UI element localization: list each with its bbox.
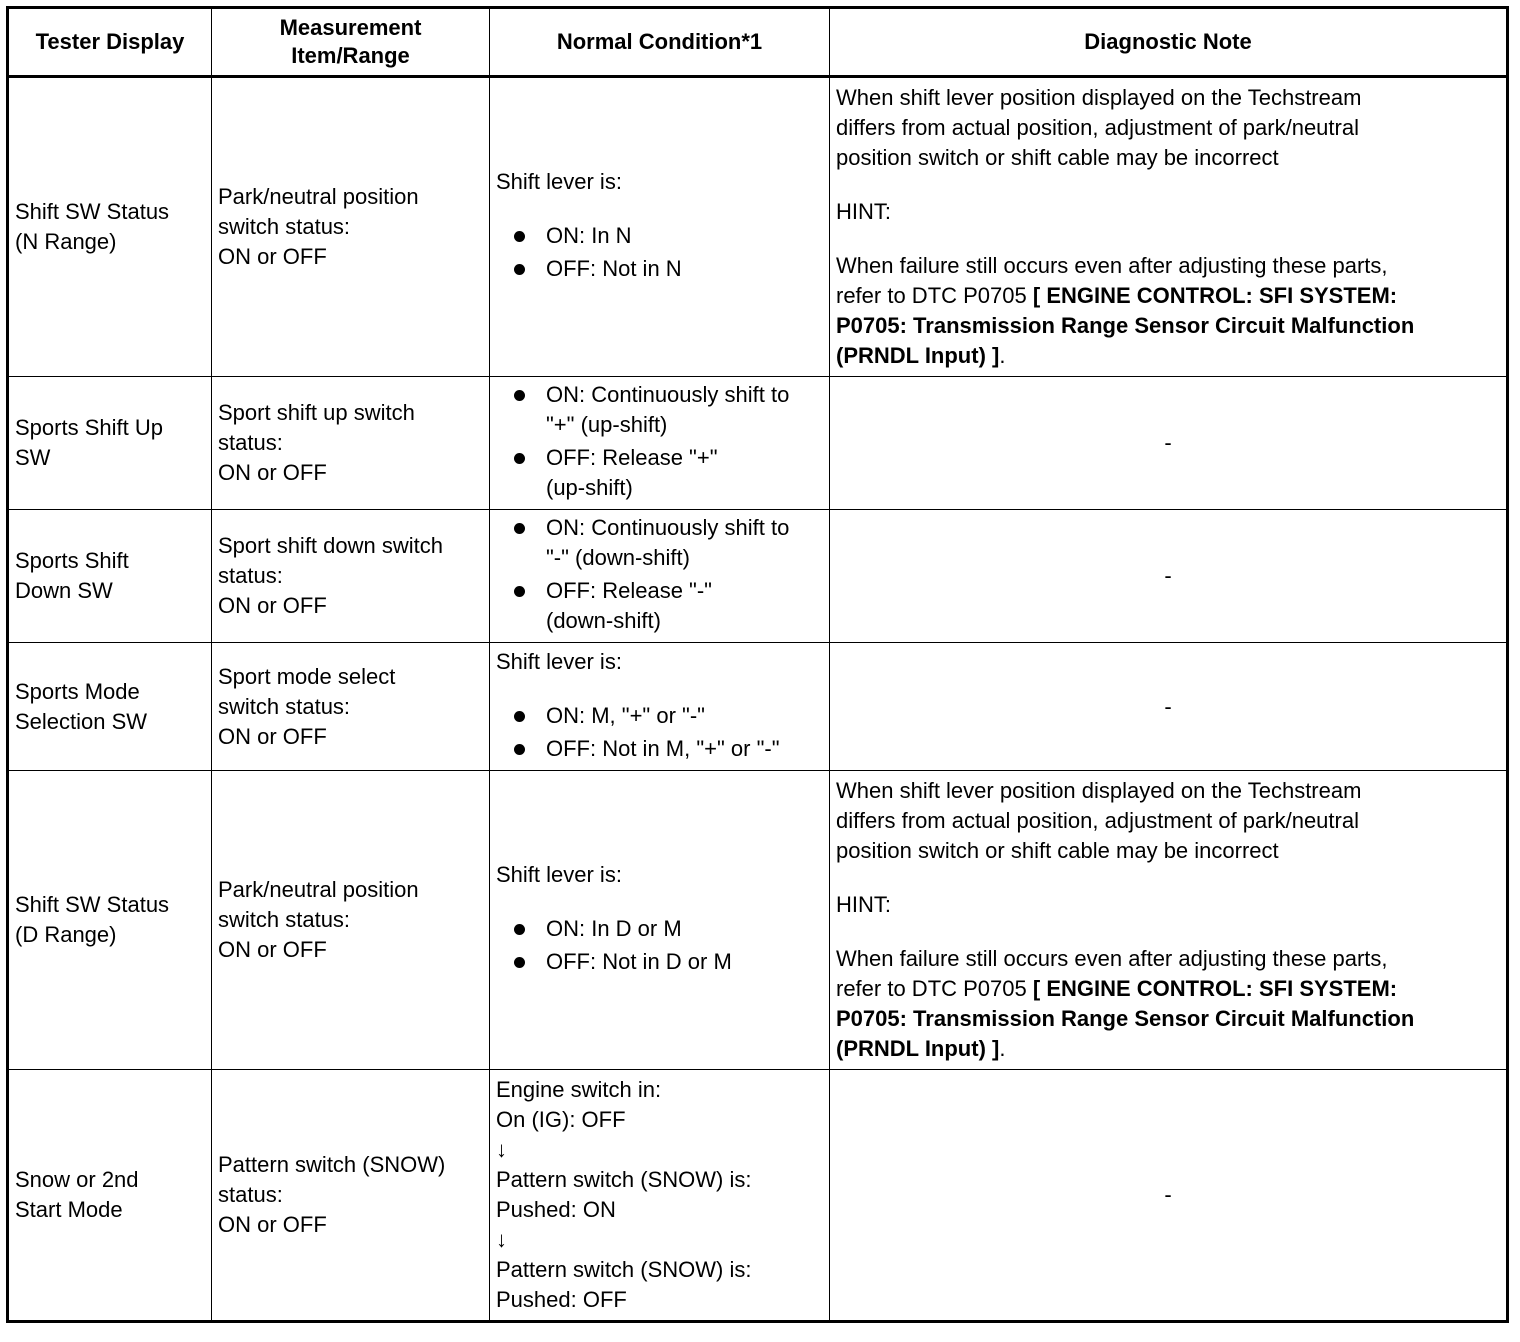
tester-display-cell	[8, 510, 212, 643]
tester-display-line: Down SW	[15, 578, 113, 603]
hint-label: HINT:	[836, 199, 891, 224]
measurement-cell	[212, 77, 490, 377]
measurement-cell	[212, 643, 490, 771]
list-item	[514, 734, 823, 764]
note-line: differs from actual position, adjustment of park/neutral	[836, 808, 1359, 833]
condition-bullet-list	[496, 701, 823, 764]
bullet-text: ON: In N	[546, 223, 632, 248]
hint-label: HINT:	[836, 892, 891, 917]
header-measurement-line1: Measurement	[279, 15, 422, 40]
tester-display-cell	[8, 77, 212, 377]
tester-display-line: Start Mode	[15, 1197, 123, 1222]
empty-note-dash: -	[1164, 1182, 1172, 1207]
list-item	[514, 701, 823, 731]
bullet-icon	[514, 264, 525, 275]
normal-condition-cell	[490, 771, 830, 1070]
note-text: .	[999, 1036, 1006, 1061]
measurement-range: ON or OFF	[218, 460, 327, 485]
list-item	[514, 254, 823, 284]
header-tester-display: Tester Display	[8, 8, 212, 77]
note-line	[836, 341, 1500, 371]
bullet-icon	[514, 744, 525, 755]
table-row	[8, 377, 1508, 510]
note-text: refer to DTC P0705	[836, 976, 1033, 1001]
table-row	[8, 77, 1508, 377]
tester-display-line: SW	[15, 445, 51, 470]
measurement-range: ON or OFF	[218, 244, 327, 269]
bullet-text: ON: Continuously shift to	[546, 515, 790, 540]
measurement-cell	[212, 1070, 490, 1322]
bullet-text: OFF: Not in M, "+" or "-"	[546, 735, 780, 761]
note-line	[836, 281, 1500, 311]
measurement-line: status:	[218, 430, 283, 455]
note-line: position switch or shift cable may be incorrect	[836, 145, 1279, 170]
measurement-line: switch status:	[218, 907, 351, 932]
bullet-text: "+" (up-shift)	[546, 412, 668, 437]
condition-intro: Shift lever is:	[496, 169, 622, 194]
header-diagnostic-note: Diagnostic Note	[830, 8, 1508, 77]
tester-display-line: (N Range)	[15, 229, 117, 254]
note-line: When failure still occurs even after adjusting these parts,	[836, 946, 1388, 971]
measurement-range: ON or OFF	[218, 723, 327, 749]
tester-display-line: Snow or 2nd	[15, 1167, 139, 1192]
bullet-text: OFF: Not in N	[546, 256, 682, 281]
condition-line: Pushed: ON	[496, 1197, 616, 1222]
measurement-cell	[212, 771, 490, 1070]
diagnostic-note-cell	[830, 643, 1508, 771]
normal-condition-cell	[490, 643, 830, 771]
bullet-text: "-" (down-shift)	[546, 545, 690, 570]
tester-display-cell	[8, 377, 212, 510]
tester-display-line: Sports Mode	[15, 678, 140, 704]
dtc-link-text[interactable]: P0705: Transmission Range Sensor Circuit Malfunction	[836, 1006, 1415, 1031]
table-row	[8, 643, 1508, 771]
header-normal-condition: Normal Condition*1	[490, 8, 830, 77]
bullet-icon	[514, 711, 525, 722]
condition-line: Pattern switch (SNOW) is:	[496, 1257, 752, 1282]
bullet-text: (down-shift)	[546, 608, 661, 633]
note-line	[836, 1034, 1500, 1064]
tester-display-cell	[8, 771, 212, 1070]
measurement-line: Sport shift down switch	[218, 533, 443, 558]
note-text: refer to DTC P0705	[836, 283, 1033, 308]
condition-line: Engine switch in:	[496, 1077, 662, 1102]
down-arrow-icon: ↓	[496, 1227, 507, 1252]
bullet-icon	[514, 586, 525, 597]
measurement-cell	[212, 510, 490, 643]
dtc-link-text[interactable]: P0705: Transmission Range Sensor Circuit Malfunction	[836, 313, 1415, 338]
bullet-text: OFF: Not in D or M	[546, 949, 732, 974]
bullet-icon	[514, 523, 525, 534]
measurement-line: status:	[218, 563, 283, 588]
condition-bullet-list	[496, 380, 823, 503]
normal-condition-cell	[490, 510, 830, 643]
bullet-text: OFF: Release "-"	[546, 578, 712, 603]
condition-bullet-list	[496, 513, 823, 636]
list-item	[514, 221, 823, 251]
tester-display-cell	[8, 1070, 212, 1322]
measurement-line: Park/neutral position	[218, 184, 419, 209]
bullet-text: OFF: Release "+"	[546, 445, 718, 470]
note-line	[836, 974, 1500, 1004]
condition-line: Pattern switch (SNOW) is:	[496, 1167, 752, 1192]
note-line: When failure still occurs even after adjusting these parts,	[836, 253, 1388, 278]
measurement-range: ON or OFF	[218, 937, 327, 962]
note-text: .	[999, 343, 1006, 368]
condition-line: Pushed: OFF	[496, 1287, 627, 1312]
list-item	[514, 576, 823, 636]
normal-condition-cell	[490, 1070, 830, 1322]
tester-display-line: Selection SW	[15, 708, 148, 734]
table-row	[8, 510, 1508, 643]
measurement-line: Sport mode select	[218, 663, 396, 689]
bullet-text: ON: M, "+" or "-"	[546, 702, 705, 728]
condition-intro: Shift lever is:	[496, 648, 622, 674]
empty-note-dash: -	[1164, 693, 1172, 719]
header-measurement	[212, 8, 490, 77]
measurement-line: switch status:	[218, 214, 351, 239]
measurement-line: Park/neutral position	[218, 877, 419, 902]
bullet-icon	[514, 957, 525, 968]
note-line: When shift lever position displayed on the Techstream	[836, 85, 1362, 110]
diagnostic-note-cell	[830, 77, 1508, 377]
measurement-line: Pattern switch (SNOW)	[218, 1152, 446, 1177]
tester-display-line: (D Range)	[15, 922, 117, 947]
dtc-link-text[interactable]: [ ENGINE CONTROL: SFI SYSTEM:	[1032, 283, 1398, 308]
note-line: When shift lever position displayed on the Techstream	[836, 778, 1362, 803]
note-line: position switch or shift cable may be incorrect	[836, 838, 1279, 863]
tester-display-line: Shift SW Status	[15, 892, 170, 917]
tester-display-cell	[8, 643, 212, 771]
bullet-icon	[514, 453, 525, 464]
header-measurement-line2: Item/Range	[291, 43, 410, 68]
bullet-icon	[514, 390, 525, 401]
condition-bullet-list	[496, 914, 823, 977]
diagnostic-note-cell	[830, 1070, 1508, 1322]
measurement-line: switch status:	[218, 693, 351, 719]
measurement-range: ON or OFF	[218, 1212, 327, 1237]
bullet-icon	[514, 231, 525, 242]
list-item	[514, 380, 823, 440]
down-arrow-icon: ↓	[496, 1137, 507, 1162]
dtc-link-text[interactable]: (PRNDL Input) ]	[836, 1036, 1000, 1061]
diagnostic-note-cell	[830, 771, 1508, 1070]
measurement-range: ON or OFF	[218, 593, 327, 618]
bullet-text: ON: In D or M	[546, 916, 682, 941]
tester-display-line: Shift SW Status	[15, 199, 170, 224]
normal-condition-cell	[490, 377, 830, 510]
bullet-icon	[514, 924, 525, 935]
list-item	[514, 443, 823, 503]
measurement-line: status:	[218, 1182, 283, 1207]
diagnostic-table	[6, 6, 1509, 1323]
dtc-link-text[interactable]: [ ENGINE CONTROL: SFI SYSTEM:	[1032, 976, 1398, 1001]
table-row	[8, 1070, 1508, 1322]
note-line: differs from actual position, adjustment of park/neutral	[836, 115, 1359, 140]
tester-display-line: Sports Shift	[15, 548, 129, 573]
dtc-link-text[interactable]: (PRNDL Input) ]	[836, 343, 1000, 368]
header-row	[8, 8, 1508, 77]
normal-condition-cell	[490, 77, 830, 377]
list-item	[514, 947, 823, 977]
list-item	[514, 914, 823, 944]
tester-display-line: Sports Shift Up	[15, 415, 163, 440]
list-item	[514, 513, 823, 573]
empty-note-dash: -	[1164, 430, 1172, 455]
measurement-line: Sport shift up switch	[218, 400, 415, 425]
empty-note-dash: -	[1164, 563, 1172, 588]
measurement-cell	[212, 377, 490, 510]
condition-line: On (IG): OFF	[496, 1107, 626, 1132]
bullet-text: ON: Continuously shift to	[546, 382, 790, 407]
diagnostic-note-cell	[830, 510, 1508, 643]
condition-bullet-list	[496, 221, 823, 284]
condition-intro: Shift lever is:	[496, 862, 622, 887]
bullet-text: (up-shift)	[546, 475, 633, 500]
diagnostic-note-cell	[830, 377, 1508, 510]
table-row	[8, 771, 1508, 1070]
